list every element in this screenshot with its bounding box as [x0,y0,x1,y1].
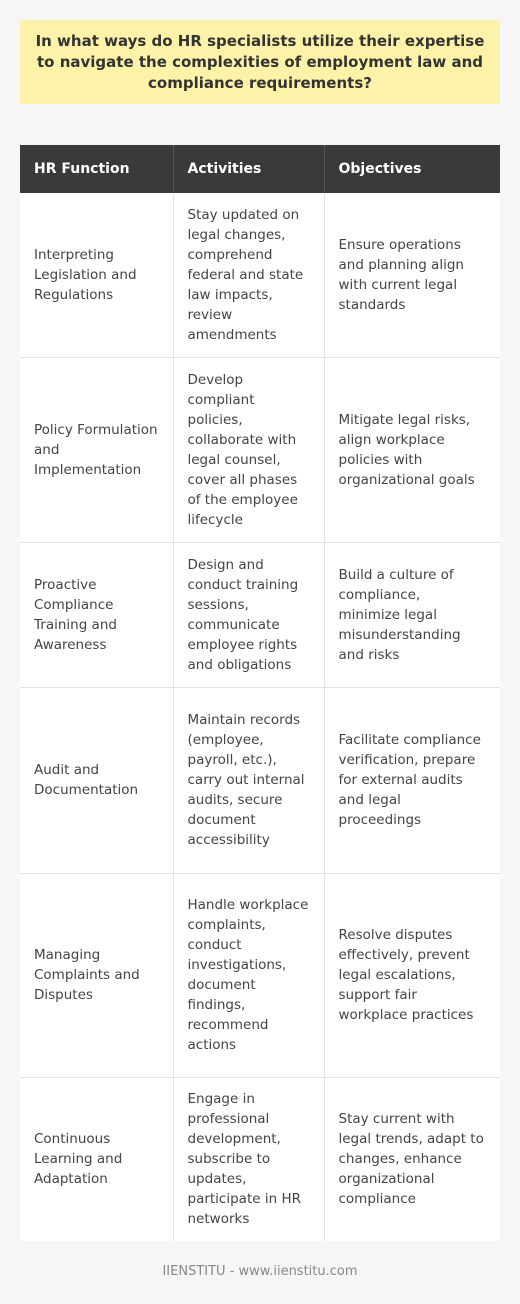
table-row [20,1077,500,1241]
footer-credit: IIENSTITU - www.iienstitu.com [162,1264,358,1279]
cell-activities: Develop compliant policies, collaborate with legal counsel, cover all phases of the employee lifecycle [173,357,324,542]
cell-activities: Handle workplace complaints, conduct investigations, document findings, recommend actions [173,873,324,1077]
cell-objectives: Stay current with legal trends, adapt to changes, enhance organizational compliance [324,1077,500,1241]
cell-hr-function: Policy Formulation and Implementation [20,357,173,542]
cell-hr-function: Interpreting Legislation and Regulations [20,193,173,357]
page-title: In what ways do HR specialists utilize their expertise to navigate the complexities of employment law and compliance requirements? [35,31,485,92]
cell-hr-function: Continuous Learning and Adaptation [20,1077,173,1241]
cell-activities: Engage in professional development, subscribe to updates, participate in HR networks [173,1077,324,1241]
cell-objectives: Ensure operations and planning align with current legal standards [324,193,500,357]
table-row [20,357,500,542]
table-row [20,193,500,357]
cell-objectives: Facilitate compliance verification, prepare for external audits and legal proceedings [324,687,500,873]
cell-objectives: Resolve disputes effectively, prevent legal escalations, support fair workplace practices [324,873,500,1077]
column-header-objectives: Objectives [324,145,500,193]
cell-objectives: Mitigate legal risks, align workplace policies with organizational goals [324,357,500,542]
cell-objectives: Build a culture of compliance, minimize legal misunderstanding and risks [324,542,500,687]
column-header-activities: Activities [173,145,324,193]
cell-activities: Stay updated on legal changes, comprehend federal and state law impacts, review amendments [173,193,324,357]
cell-activities: Maintain records (employee, payroll, etc.), carry out internal audits, secure document accessibility [173,687,324,873]
hr-functions-table [20,145,500,1241]
cell-hr-function: Managing Complaints and Disputes [20,873,173,1077]
cell-hr-function: Proactive Compliance Training and Awareness [20,542,173,687]
table-row [20,873,500,1077]
cell-hr-function: Audit and Documentation [20,687,173,873]
table-row [20,687,500,873]
table-header-row [20,145,500,193]
table-row [20,542,500,687]
cell-activities: Design and conduct training sessions, communicate employee rights and obligations [173,542,324,687]
title-banner [20,20,500,104]
column-header-hr-function: HR Function [20,145,173,193]
